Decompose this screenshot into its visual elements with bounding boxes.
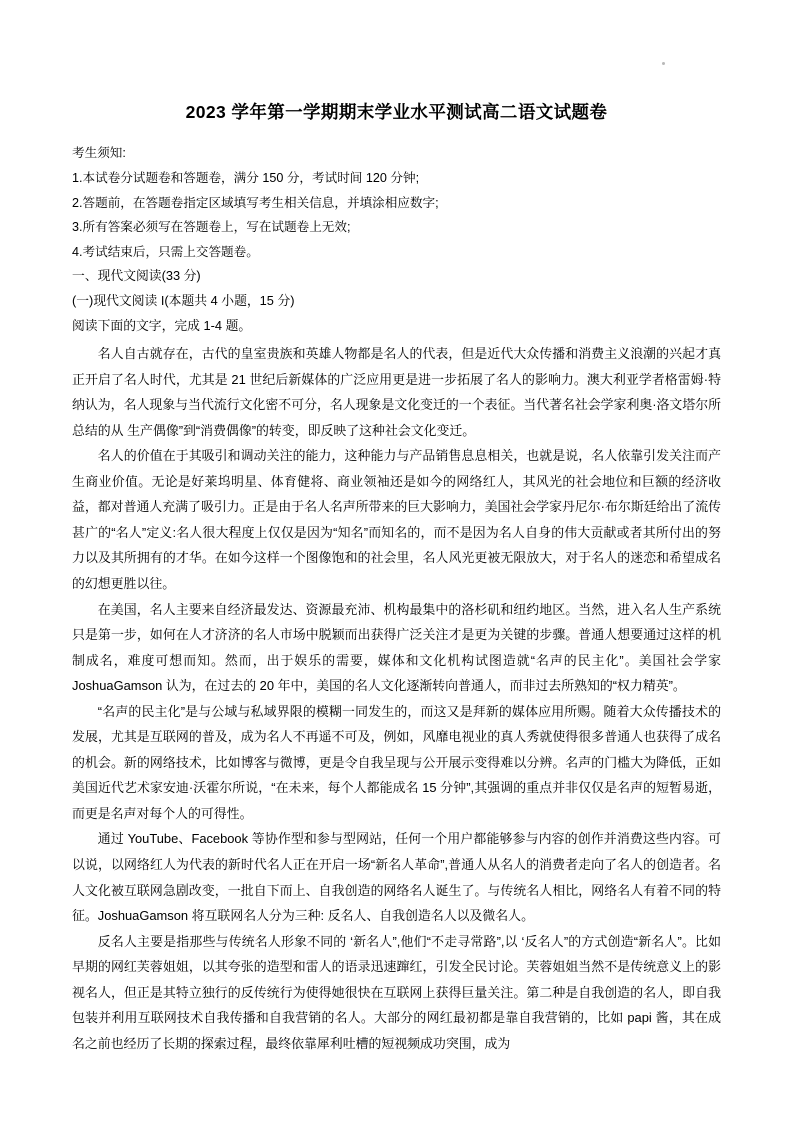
passage-paragraph: 通过 YouTube、Facebook 等协作型和参与型网站，任何一个用户都能够参与内容的创作并消费这些内容。可以说，以网络红人为代表的新时代名人正在开启一场“新名人革命”,普通人从名人的消费者走向了名人的创造者。名人文化被互联网急剧改变，一批自下而上、自我创造的网络名人诞生了。与传统名人相比，网络名人有着不同的特征。JoshuaGamson 将互联网名人分为三种: 反名人、自我创造名人以及微名人。 [72, 831, 721, 924]
subsection-heading: (一)现代文阅读 I(本题共 4 小题，15 分) [72, 293, 295, 309]
notice-item: 2.答题前，在答题卷指定区域填写考生相关信息，并填涂相应数字; [72, 195, 439, 210]
passage-paragraph: 反名人主要是指那些与传统名人形象不同的 ‘新名人”,他们“不走寻常路”,以 ‘反名人”的方式创造“新名人”。比如早期的网红芙蓉姐姐，以其夸张的造型和雷人的语录迅速蹿红，引发全民讨论。芙蓉姐姐当然不是传统意义上的影视名人，但正是其特立独行的反传统行为使得她很快在互联网上获得巨量关注。第二种是自我创造的名人，即自我包装并利用互联网技术自我传播和自我营销的名人。大部分的网红最初都是靠自我营销的，比如 papi 酱，其在成名之前也经历了长期的探索过程，最终依靠犀利吐槽的短视频成功突围，成为 [72, 933, 721, 1051]
candidate-notice-label: 考生须知: [72, 145, 126, 160]
section-heading: 一、现代文阅读(33 分) [72, 268, 201, 284]
passage-body [72, 341, 721, 1056]
passage-paragraph: 在美国，名人主要来自经济最发达、资源最充沛、机构最集中的洛杉矶和纽约地区。当然，进入名人生产系统只是第一步，如何在人才济济的名人市场中脱颖而出获得广泛关注才是更为关键的步骤。普通人想要通过这样的机制成名，难度可想而知。然而，出于娱乐的需要，媒体和文化机构试图造就“名声的民主化”。美国社会学家 JoshuaGamson 认为，在过去的 20 年中，美国的名人文化逐渐转向普通人，而非过去所熟知的“权力精英”。 [72, 601, 721, 694]
notice-item: 1.本试卷分试题卷和答题卷，满分 150 分，考试时间 120 分钟; [72, 171, 420, 186]
page-title: 2023 学年第一学期期末学业水平测试高二语文试题卷 [185, 102, 608, 122]
passage-paragraph: 名人自古就存在，古代的皇室贵族和英雄人物都是名人的代表，但是近代大众传播和消费主义浪潮的兴起才真正开启了名人时代，尤其是 21 世纪后新媒体的广泛应用更是进一步拓展了名人的影响力。澳大利亚学者格雷姆·特纳认为，名人现象与当代流行文化密不可分，名人现象是文化变迁的一个表征。当代著名社会学家利奥·洛文塔尔所总结的从 生产偶像”到“消费偶像”的转变，即反映了这种社会文化变迁。 [72, 346, 721, 438]
passage-paragraph: 名人的价值在于其吸引和调动关注的能力，这种能力与产品销售息息相关，也就是说，名人依靠引发关注而产生商业价值。无论是好莱坞明星、体育健将、商业领袖还是如今的网络红人，其风光的社会地位和巨额的经济收益，都对普通人充满了吸引力。正是由于名人名声所带来的巨大影响力，美国社会学家丹尼尔·布尔斯廷给出了流传甚广的“名人”定义:名人很大程度上仅仅是因为“知名”而知名的，而不是因为名人自身的伟大贡献或者其所付出的努力以及其所拥有的才华。在如今这样一个图像饱和的社会里，名人风光更被无限放大，对于名人的迷恋和希望成名的幻想更胜以往。 [72, 448, 721, 592]
notice-item: 4.考试结束后，只需上交答题卷。 [72, 244, 259, 259]
reading-instruction: 阅读下面的文字，完成 1-4 题。 [72, 318, 252, 334]
page-corner-mark [662, 62, 665, 65]
notice-item: 3.所有答案必须写在答题卷上，写在试题卷上无效; [72, 220, 351, 235]
passage-paragraph: “名声的民主化”是与公域与私域界限的模糊一同发生的，而这又是拜新的媒体应用所赐。随着大众传播技术的发展，尤其是互联网的普及，成为名人不再遥不可及，例如，风靡电视业的真人秀就使得很多普通人也获得了成名的机会。新的网络技术，比如博客与微博，更是令自我呈现与公开展示变得难以分辨。名声的门槛大为降低，正如美国近代艺术家安迪·沃霍尔所说，“在未来，每个人都能成名 15 分钟”,其强调的重点并非仅仅是名声的短暂易逝，而更是名声对每个人的可得性。 [72, 703, 721, 821]
